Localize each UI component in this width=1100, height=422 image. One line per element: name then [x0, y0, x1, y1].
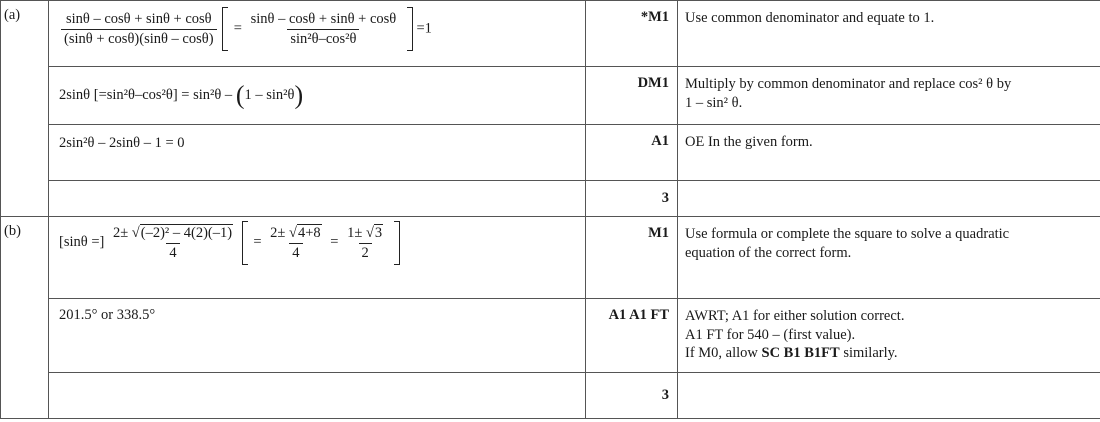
b-frac1-den: 4: [166, 243, 179, 262]
b-mark-1: M1: [586, 217, 678, 299]
a-total: 3: [586, 181, 678, 217]
b-frac3-den: 2: [359, 243, 372, 262]
b-note-2-line-3-pre: If M0, allow: [685, 345, 762, 362]
b-note-1-line-1: Use formula or complete the square to solve a quadratic: [685, 226, 1010, 242]
part-b-row-2: [1, 299, 1100, 373]
a-note-3: OE In the given form.: [678, 125, 1100, 181]
part-a-row-2: [1, 67, 1100, 125]
b-note-1: [678, 217, 1100, 299]
right-bracket: [407, 7, 413, 51]
b-note-2-line-3-post: similarly.: [839, 345, 898, 362]
b-note-1-line-2: equation of the correct form.: [685, 244, 852, 261]
b-note-2-line-2: A1 FT for 540 – (first value).: [685, 326, 856, 343]
part-a-row-3: [1, 125, 1100, 181]
left-bracket: [222, 7, 228, 51]
b-frac3-sqrt: 3: [374, 224, 383, 241]
part-a-step-3: [49, 125, 586, 181]
b-frac3-num: 1±: [347, 224, 366, 241]
a-frac2-numerator: sinθ – cosθ + sinθ + cosθ: [250, 10, 397, 27]
a-note-1: Use common denominator and equate to 1.: [678, 1, 1100, 67]
b-mark-2: A1 A1 FT: [586, 299, 678, 373]
b-frac1-num: 2±: [112, 224, 132, 241]
b-left-bracket: [242, 221, 248, 265]
part-a-step-2: [49, 67, 586, 125]
b-equals-1: =: [253, 234, 262, 251]
a-step2-paren-content: 1 – sin²θ: [244, 87, 295, 104]
b-right-bracket: [394, 221, 400, 265]
part-b-total-row: [1, 373, 1100, 419]
a-frac1-numerator: sinθ – cosθ + sinθ + cosθ: [65, 10, 212, 27]
b-frac1-sqrt: (–2)² – 4(2)(–1): [140, 224, 233, 241]
b-frac2-den: 4: [289, 243, 302, 262]
a-note-2-line-2: 1 – sin² θ.: [685, 94, 743, 111]
a-step2-lhs: 2sinθ [=sin²θ–cos²θ] = sin²θ –: [59, 87, 233, 104]
a-frac2-denominator: sin²θ–cos²θ: [287, 29, 359, 48]
b-step1-lhs: [sinθ =]: [59, 234, 105, 251]
a-mark-1: *M1: [586, 1, 678, 67]
a-mark-3: A1: [586, 125, 678, 181]
close-paren: ): [294, 81, 304, 110]
a-equals-1: =: [233, 20, 242, 37]
b-total: 3: [586, 373, 678, 419]
a-equals-one: =1: [416, 20, 432, 37]
open-paren: (: [235, 81, 245, 110]
part-b-step-2: [49, 299, 586, 373]
part-b-step-1: [sinθ =] $\frac{\text{2± √(–2)² – 4(2)(–1)}}{4}$ = $\frac{2\pm √4+8}{4}$ = $\frac{1\pm √3}{2}$: [49, 217, 586, 299]
b-note-2-line-3-bold: SC B1 B1FT: [761, 345, 840, 362]
part-b-row-1: [1, 217, 1100, 299]
a-frac1-den-a: (sinθ + cosθ): [64, 30, 140, 47]
a-note-2: [678, 67, 1100, 125]
a-frac1-den-b: (sinθ – cosθ): [139, 30, 214, 47]
b-frac2-num: 2±: [270, 224, 289, 241]
part-b-label: (b): [1, 217, 49, 419]
part-a-total-row: [1, 181, 1100, 217]
a-mark-2: DM1: [586, 67, 678, 125]
part-a-row-1: [1, 1, 1100, 67]
b-frac2-sqrt: 4+8: [297, 224, 321, 241]
part-a-label: (a): [1, 1, 49, 217]
b-step2-answer: 201.5° or 338.5°: [59, 307, 156, 323]
a-note-2-line-1: Multiply by common denominator and replace cos² θ by: [685, 76, 1012, 92]
b-note-2-line-1: AWRT; A1 for either solution correct.: [685, 308, 905, 324]
a-step3-equation: 2sin²θ – 2sinθ – 1 = 0: [59, 135, 185, 151]
b-note-2-line-3: [685, 344, 1092, 363]
part-a-step-1: [49, 1, 586, 67]
b-note-2: [678, 299, 1100, 373]
b-equals-2: =: [330, 234, 339, 251]
